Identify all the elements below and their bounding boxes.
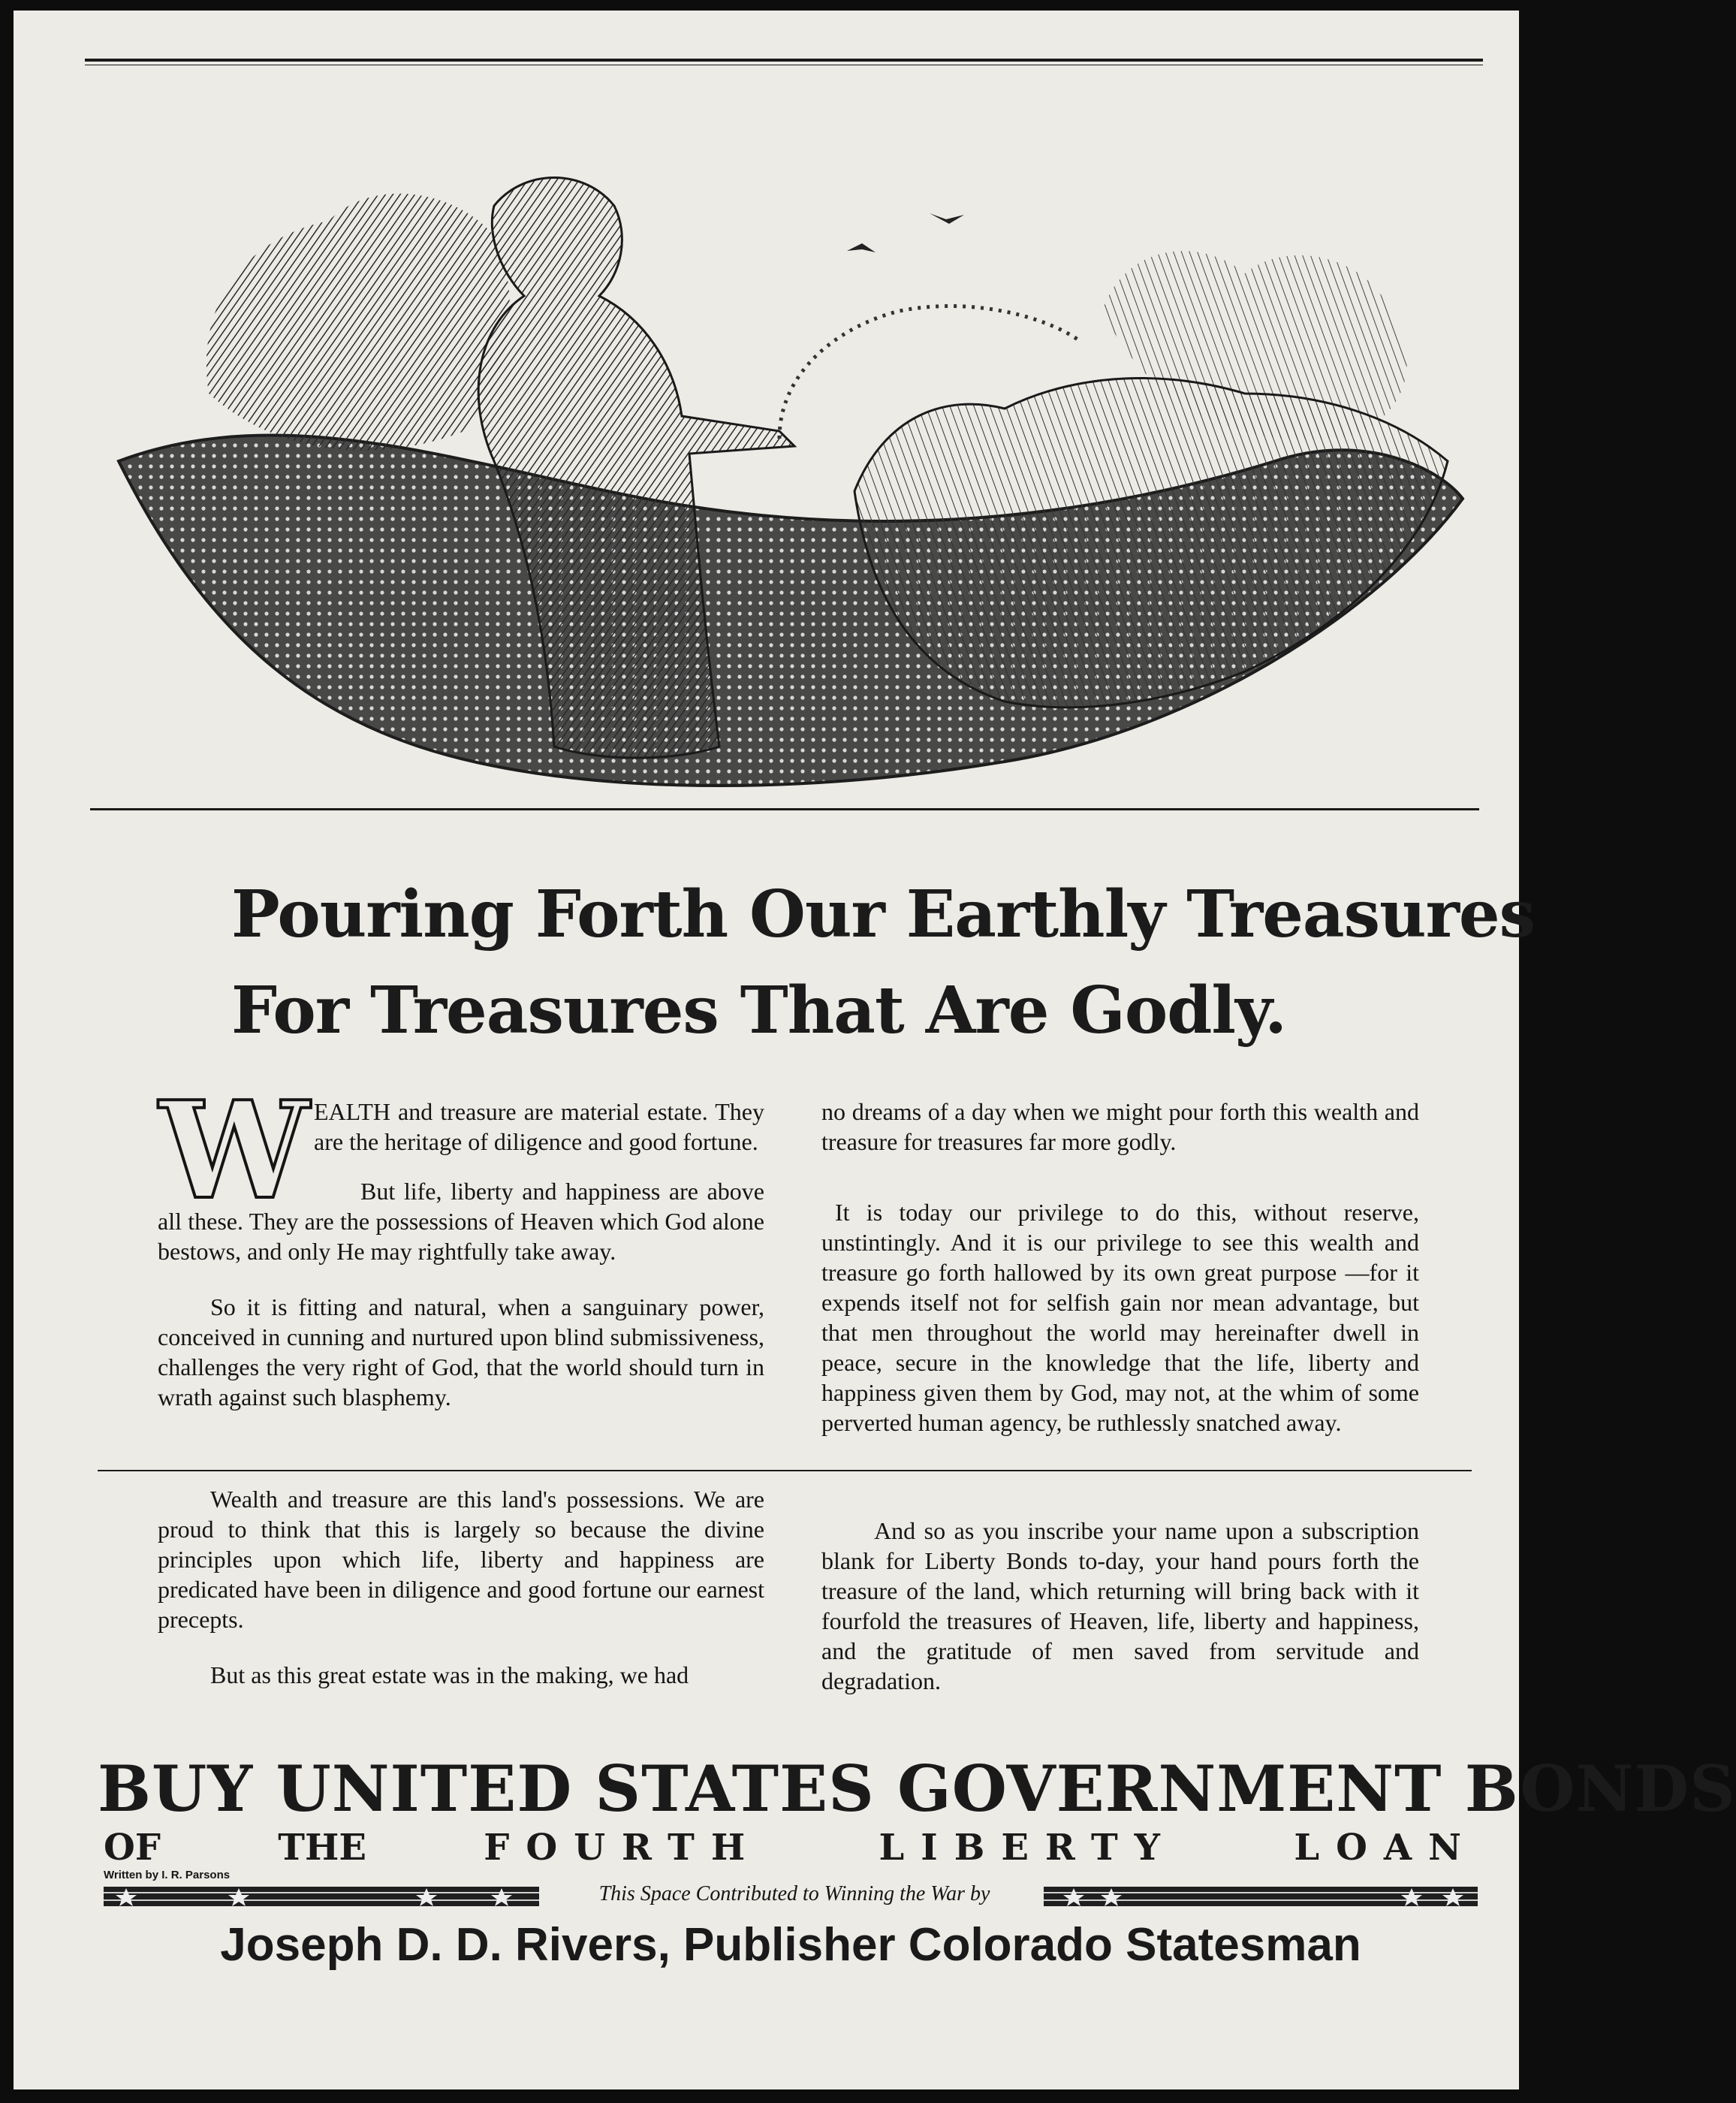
middle-rule (98, 1470, 1472, 1471)
paragraph-4: no dreams of a day when we might pour forth this wealth and treasure for treasures far more godly. (821, 1098, 1419, 1155)
paragraph-1: EALTH and treasure are material estate. They are the heritage of diligence and good fortune. (314, 1098, 764, 1155)
paragraph-3: So it is fitting and natural, when a sanguinary power, conceived in cunning and nurtured upon blind submissiveness, challenges the very right of God, that the world should turn in wrath against such blasphemy. (158, 1293, 764, 1411)
column-left-top (158, 1097, 764, 1412)
star-band-left (104, 1884, 539, 1909)
headline (231, 867, 1536, 1059)
author-credit: Written by I. R. Parsons (104, 1869, 231, 1881)
divider-rule (90, 808, 1479, 810)
paragraph-5: It is today our privilege to do this, without reserve, unstintingly. And it is our privilege to see this wealth and treasure go forth hallowed by its own great purpose —for it expends itself not for selfish gain nor mean advantage, but that men throughout the world may hereinafter dwell in peace, secure in the knowledge that the life, liberty and happiness given them by God, may not, at the whim of some perverted human agency, be ruthlessly snatched away. (821, 1199, 1419, 1436)
paragraph-7: But as this great estate was in the making, we had (210, 1661, 689, 1688)
bond-banner: BUY UNITED STATES GOVERNMENT BONDS (98, 1751, 1736, 1826)
publisher-line: Joseph D. D. Rivers, Publisher Colorado Statesman (220, 1919, 1361, 1971)
liberty-illustration (104, 146, 1478, 792)
bond-word: FOURTH (484, 1827, 762, 1869)
paragraph-2: But life, liberty and happiness are above all these. They are the possessions of Heaven which God alone bestows, and only He may rightfully take away. (158, 1178, 764, 1265)
contributed-line: This Space Contributed to Winning the War by (598, 1882, 990, 1905)
bond-word: LOAN (1294, 1827, 1478, 1869)
headline-line-2: For Treasures That Are Godly. (231, 973, 1287, 1048)
refugee-crowd (854, 379, 1448, 708)
column-left-bottom (158, 1484, 764, 1690)
paragraph-8: And so as you inscribe your name upon a subscription blank for Liberty Bonds to-day, your hand pours forth the treasure of the land, which returning will bring back with it fourfold the treasures of Heaven, life, liberty and happiness, and the gratitude of men saved from servitude and degradation. (821, 1517, 1419, 1694)
bird-2 (930, 213, 964, 224)
paragraph-6: Wealth and treasure are this land's possessions. We are proud to think that this is largely so because the divine principles upon which life, liberty and happiness are predicated have been in diligence and good fortune our earnest precepts. (158, 1486, 764, 1633)
newspaper-page (14, 11, 1736, 2089)
trees (206, 194, 510, 451)
bond-word: LIBERTY (879, 1827, 1177, 1869)
dropcap-letter: W (159, 1072, 309, 1229)
bond-subline (104, 1827, 1478, 1869)
headline-line-1: Pouring Forth Our Earthly Treasures (231, 877, 1536, 952)
bird-1 (847, 243, 876, 252)
column-right-bottom (821, 1516, 1419, 1696)
top-rule (85, 59, 1483, 62)
star-band-right (1044, 1884, 1478, 1909)
bond-word: THE (278, 1827, 366, 1869)
bond-word: OF (104, 1827, 161, 1869)
column-right-top (821, 1097, 1419, 1438)
